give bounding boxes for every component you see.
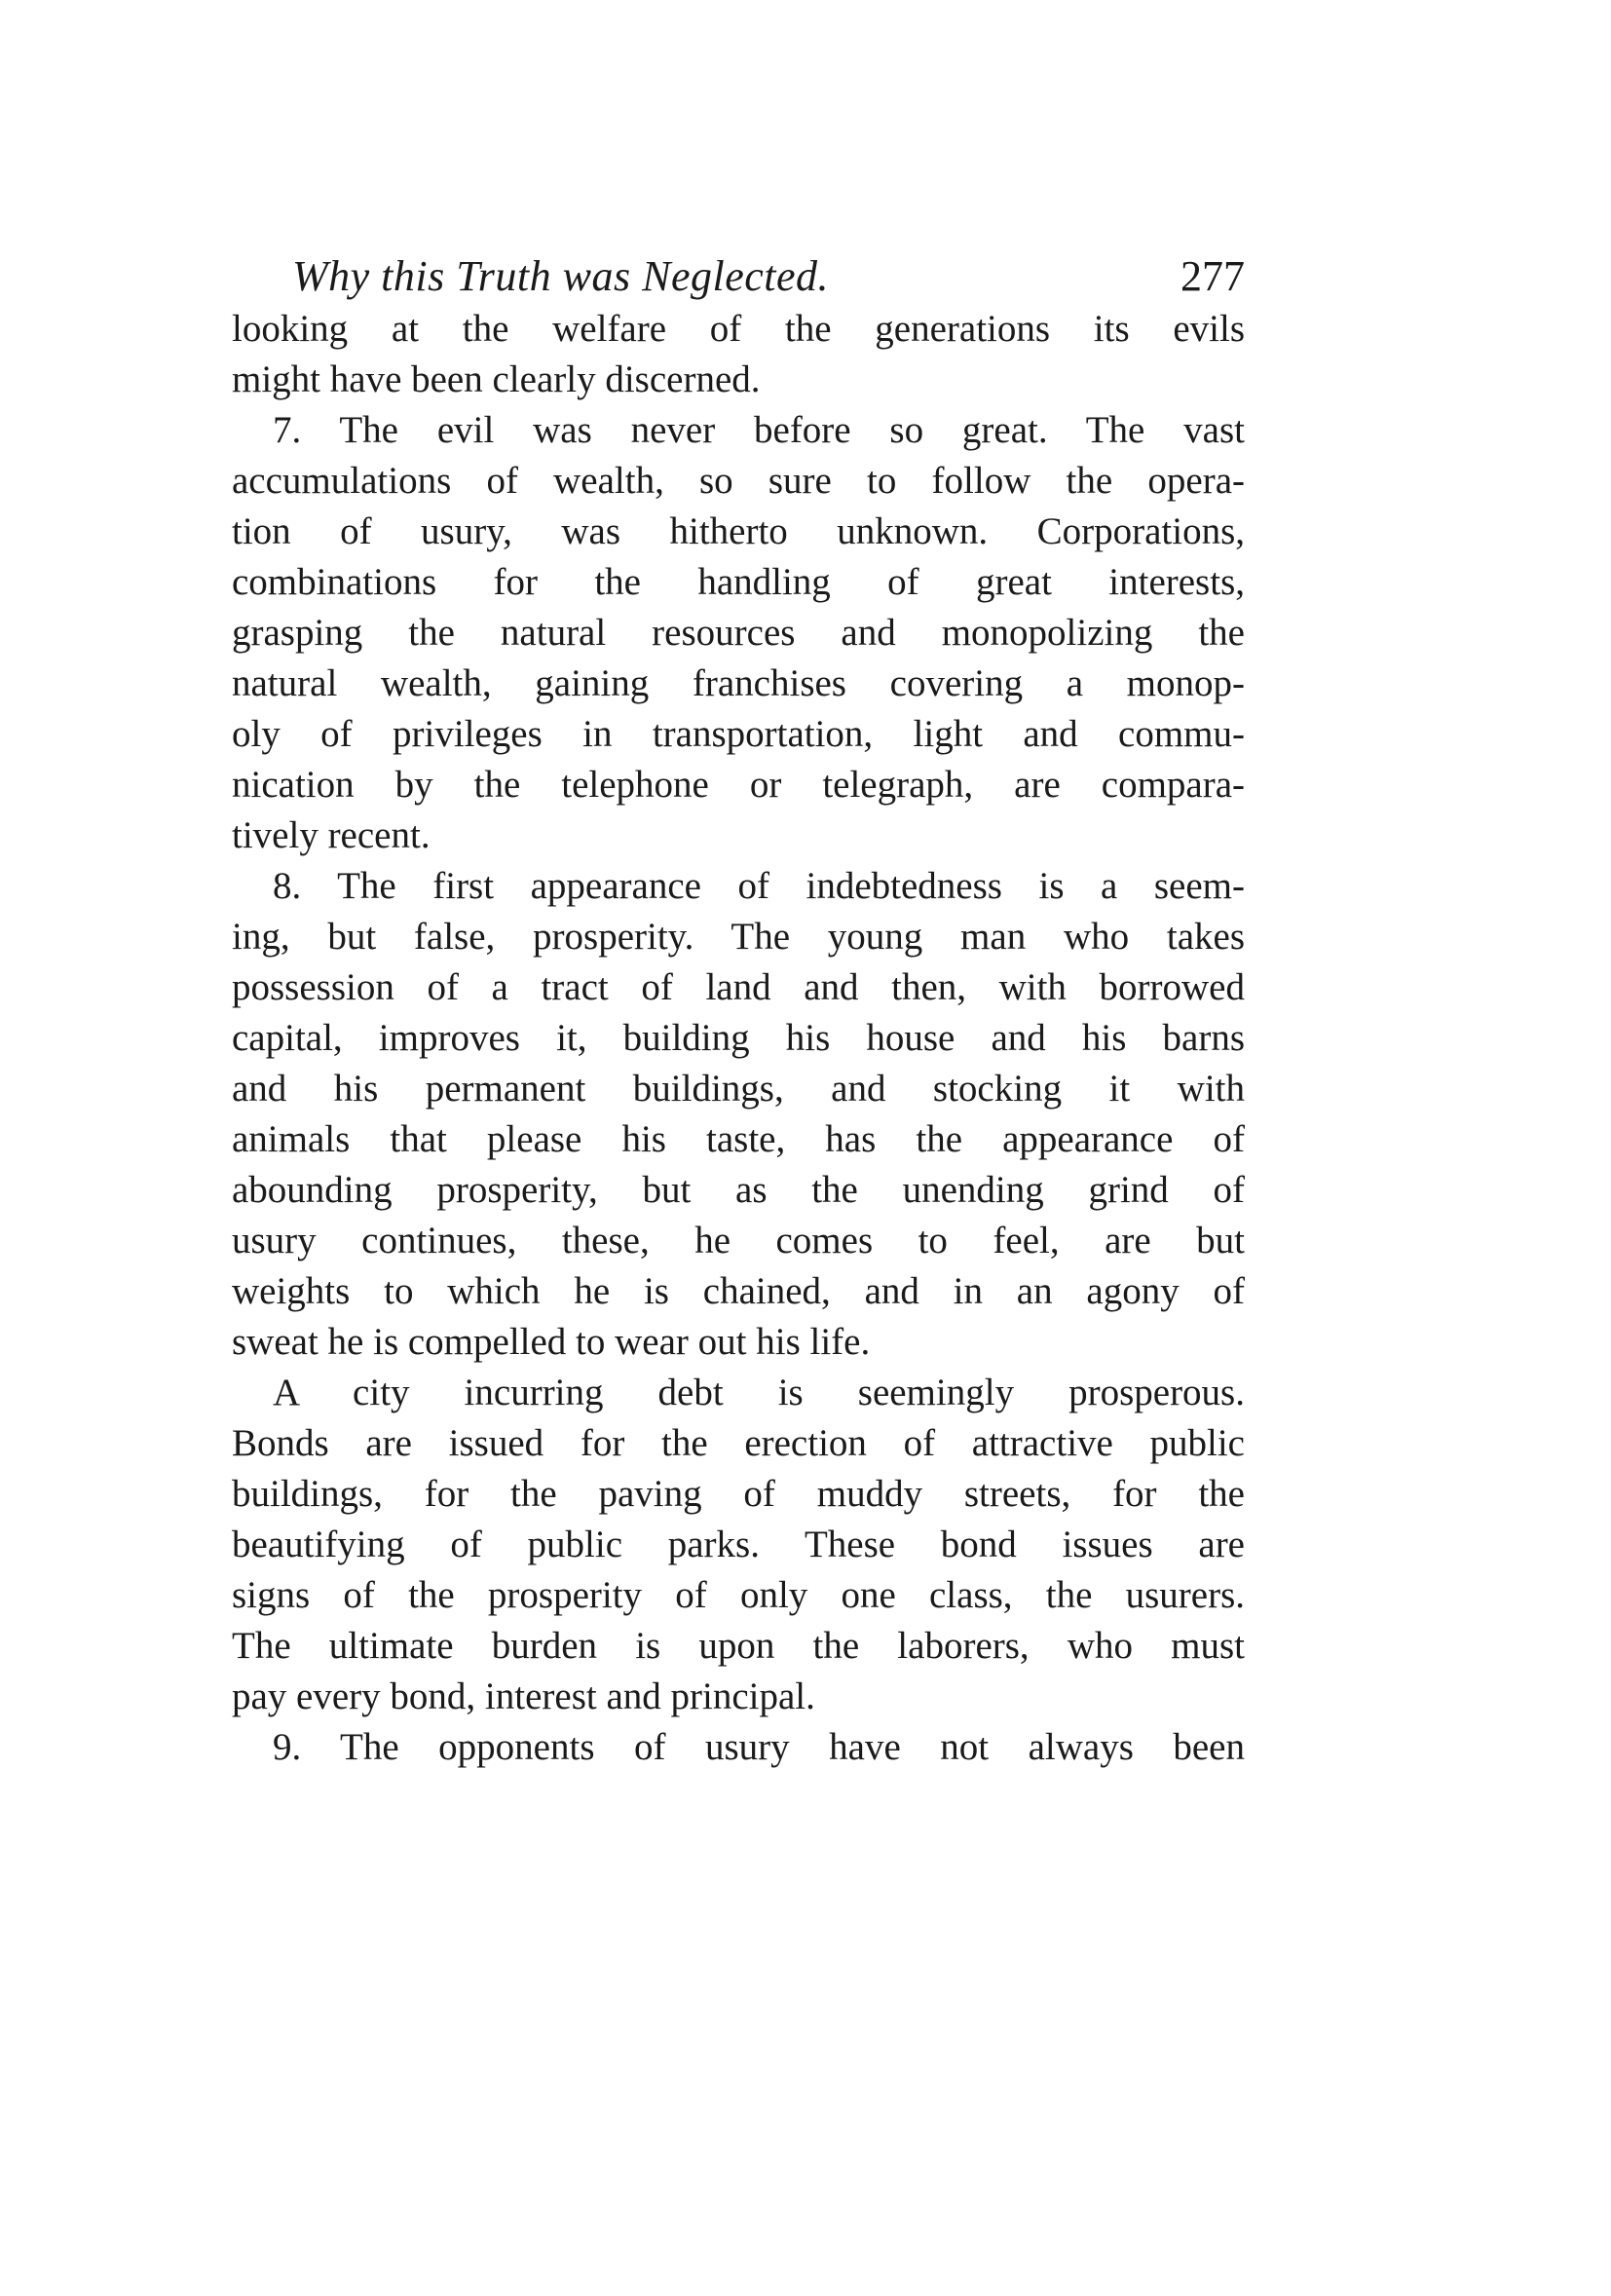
running-head bbox=[232, 251, 1245, 310]
text-line: pay every bond, interest and principal. bbox=[232, 1675, 815, 1717]
text-line: and his permanent buildings, and stocking it with bbox=[232, 1068, 1245, 1110]
text-line: tion of usury, was hitherto unknown. Corporations, bbox=[232, 510, 1245, 552]
text-line: capital, improves it, building his house and his barns bbox=[232, 1017, 1245, 1059]
text-line: possession of a tract of land and then, with borrowed bbox=[232, 966, 1245, 1008]
running-title: Why this Truth was Neglected. bbox=[292, 252, 830, 300]
text-line: accumulations of wealth, so sure to follow the opera- bbox=[232, 460, 1245, 502]
text-line: weights to which he is chained, and in an agony of bbox=[232, 1270, 1245, 1312]
text-line: might have been clearly discerned. bbox=[232, 358, 761, 400]
text-line: oly of privileges in transportation, light and commu- bbox=[232, 713, 1245, 755]
text-line: sweat he is compelled to wear out his life. bbox=[232, 1321, 871, 1363]
text-line: grasping the natural resources and monopolizing the bbox=[232, 612, 1245, 654]
text-line: signs of the prosperity of only one class, the usurers. bbox=[232, 1574, 1245, 1616]
body-text bbox=[232, 304, 1245, 1773]
text-line: looking at the welfare of the generations its evils bbox=[232, 308, 1245, 350]
text-line: usury continues, these, he comes to feel, are but bbox=[232, 1220, 1245, 1261]
page-number: 277 bbox=[1180, 252, 1245, 300]
text-line: animals that please his taste, has the appearance of bbox=[232, 1118, 1245, 1160]
text-line: ing, but false, prosperity. The young man who takes bbox=[232, 916, 1245, 958]
text-line: beautifying of public parks. These bond issues are bbox=[232, 1524, 1245, 1565]
text-line: nication by the telephone or telegraph, are compara- bbox=[232, 764, 1245, 806]
text-line: 7. The evil was never before so great. The vast bbox=[273, 409, 1245, 451]
text-line: A city incurring debt is seemingly prosperous. bbox=[273, 1372, 1245, 1413]
text-line: abounding prosperity, but as the unending grind of bbox=[232, 1169, 1245, 1211]
text-line: The ultimate burden is upon the laborers, who must bbox=[232, 1625, 1245, 1667]
text-line: Bonds are issued for the erection of attractive public bbox=[232, 1422, 1245, 1464]
text-line: 9. The opponents of usury have not always been bbox=[273, 1726, 1245, 1768]
text-line: combinations for the handling of great interests, bbox=[232, 561, 1245, 603]
text-line: buildings, for the paving of muddy streets, for the bbox=[232, 1473, 1245, 1515]
text-line: natural wealth, gaining franchises covering a monop- bbox=[232, 662, 1245, 704]
text-line: 8. The first appearance of indebtedness is a seem- bbox=[273, 865, 1245, 907]
text-line: tively recent. bbox=[232, 814, 431, 856]
